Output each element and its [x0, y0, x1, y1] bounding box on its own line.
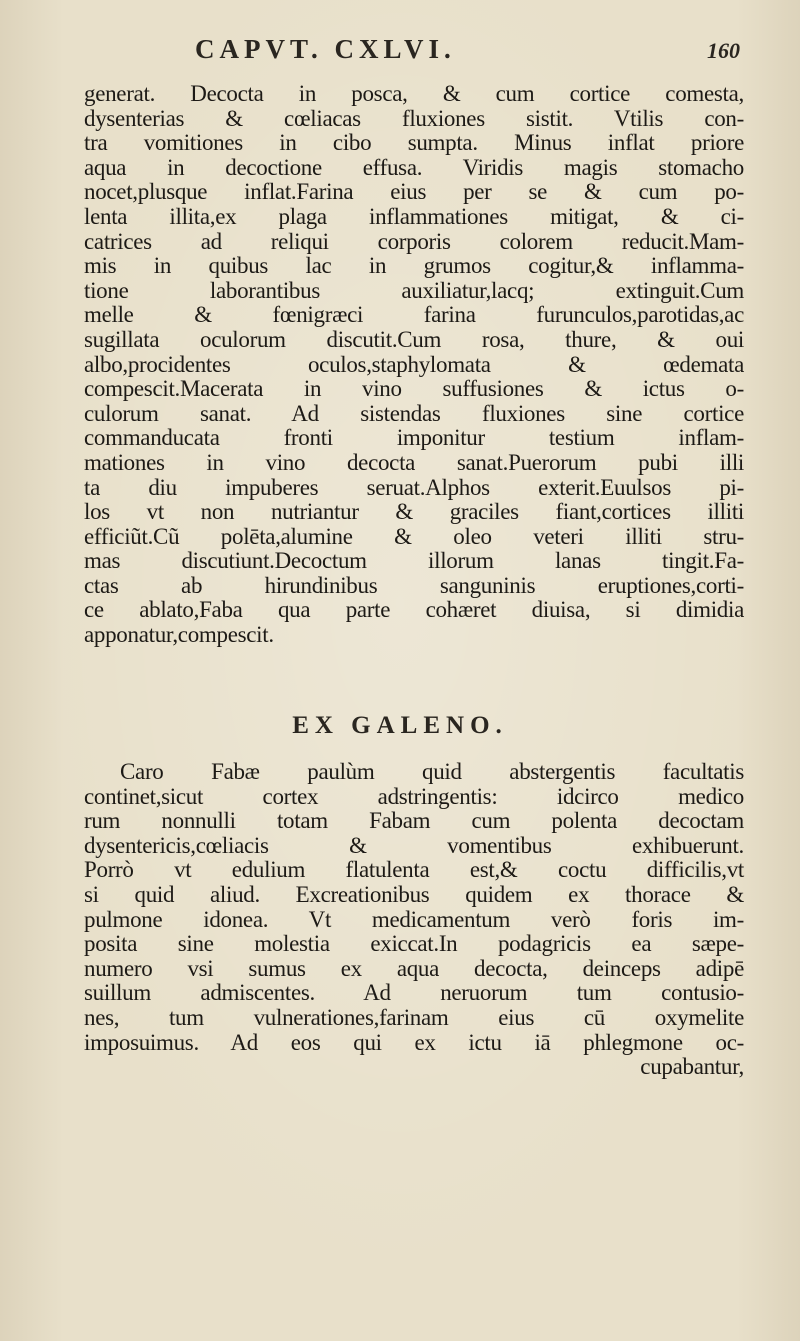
text-line: efficiũt.Cũ polēta,alumine & oleo veteri illiti stru-: [84, 523, 744, 549]
text-line: si quid aliud. Excreationibus quidem ex thorace &: [84, 881, 744, 907]
text-line: mationes in vino decocta sanat.Puerorum pubi illi: [84, 449, 744, 475]
text-line: los vt non nutriantur & graciles fiant,cortices illiti: [84, 499, 744, 525]
text-line: ta diu impuberes seruat.Alphos exterit.Euulsos pi-: [84, 474, 744, 500]
text-line: imposuimus. Ad eos qui ex ictu iā phlegmone oc-: [84, 1029, 744, 1055]
text-line: ce ablato,Faba qua parte cohæret diuisa, si dimidia: [84, 597, 744, 623]
text-line: albo,procidentes oculos,staphylomata & œdemata: [84, 351, 744, 377]
running-head: [80, 30, 740, 70]
text-line: numero vsi sumus ex aqua decocta, deinceps adipē: [84, 955, 744, 981]
text-line: generat. Decocta in posca, & cum cortice comesta,: [84, 81, 744, 106]
text-line: nes, tum vulnerationes,farinam eius cū oxymelite: [84, 1004, 744, 1030]
text-line: continet,sicut cortex adstringentis: idcirco medico: [84, 783, 744, 809]
text-line: suillum admiscentes. Ad neruorum tum contusio-: [84, 980, 744, 1006]
text-line: aqua in decoctione effusa. Viridis magis stomacho: [84, 154, 744, 180]
page-number: 160: [707, 38, 740, 63]
text-line: Porrò vt edulium flatulenta est,& coctu difficilis,vt: [84, 857, 744, 883]
text-line: Caro Fabæ paulùm quid abstergentis facultatis: [120, 759, 744, 784]
text-line: catrices ad reliqui corporis colorem reducit.Mam-: [84, 228, 744, 254]
text-line: melle & fœnigræci farina furunculos,parotidas,ac: [84, 302, 744, 328]
text-line: ctas ab hirundinibus sanguninis eruptiones,corti-: [84, 572, 744, 598]
text-line: dysenterias & cœliacas fluxiones sistit. Vtilis con-: [84, 105, 744, 131]
text-line: posita sine molestia exiccat.In podagricis ea sæpe-: [84, 931, 744, 957]
text-line: commanducata fronti imponitur testium inflam-: [84, 425, 744, 451]
text-line: dysentericis,cœliacis & vomentibus exhibuerunt.: [84, 832, 744, 858]
text-line: nocet,plusque inflat.Farina eius per se & cum po-: [84, 179, 744, 205]
chapter-title: CAPVT. CXLVI.: [195, 34, 456, 64]
text-line: cupabantur,: [640, 1054, 744, 1080]
text-line: sugillata oculorum discutit.Cum rosa, thure, & oui: [84, 326, 744, 352]
paragraph-2: [84, 760, 744, 1080]
text-line: lenta illita,ex plaga inflammationes mitigat, & ci-: [84, 203, 744, 229]
text-line: apponatur,compescit.: [84, 622, 274, 648]
text-line: compescit.Macerata in vino suffusiones & ictus o-: [84, 376, 744, 402]
text-line: mas discutiunt.Decoctum illorum lanas tingit.Fa-: [84, 548, 744, 574]
text-line: tione laborantibus auxiliatur,lacq; extinguit.Cum: [84, 277, 744, 303]
text-line: mis in quibus lac in grumos cogitur,& inflamma-: [84, 253, 744, 279]
paragraph-1: [84, 82, 744, 648]
text-line: rum nonnulli totam Fabam cum polenta decoctam: [84, 808, 744, 834]
text-line: tra vomitiones in cibo sumpta. Minus inflat priore: [84, 130, 744, 156]
text-line: pulmone idonea. Vt medicamentum verò foris im-: [84, 906, 744, 932]
text-line: culorum sanat. Ad sistendas fluxiones sine cortice: [84, 400, 744, 426]
section-heading: EX GALENO.: [292, 712, 508, 739]
